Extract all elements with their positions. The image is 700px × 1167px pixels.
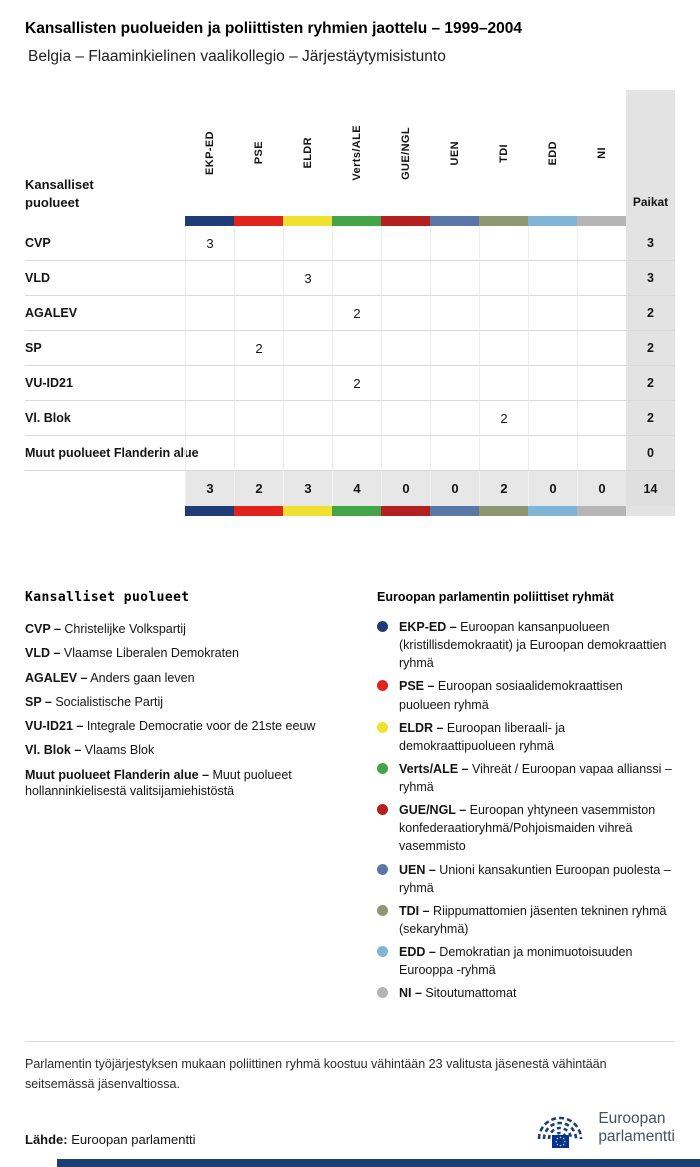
group-legend-code: GUE/NGL – [399, 803, 467, 818]
group-color-dot [377, 987, 388, 998]
seats-cell: 0 [626, 436, 675, 471]
column-header-GUE/NGL [381, 90, 430, 216]
political-groups-legend-title: Euroopan parlamentin poliittiset ryhmät [377, 590, 614, 604]
column-header-label: TDI [497, 143, 510, 163]
column-header-label: NI [595, 147, 608, 159]
seat-cell [332, 226, 381, 261]
bar-row-spacer [25, 506, 185, 516]
group-color-bar-EKP-ED [185, 216, 234, 226]
seats-cell: 3 [626, 261, 675, 296]
group-color-bar-TDI [479, 216, 528, 226]
total-cell: 3 [283, 471, 332, 506]
party-legend-item: VLD – Vlaamse Liberalen Demokraten [25, 646, 240, 661]
seat-cell [234, 436, 283, 471]
source-text: Euroopan parlamentti [71, 1132, 196, 1147]
ep-logo [531, 1105, 675, 1151]
seat-cell [381, 226, 430, 261]
group-legend-code: Verts/ALE – [399, 761, 469, 776]
seat-cell [577, 261, 626, 296]
seat-cell [185, 331, 234, 366]
total-cell: 0 [577, 471, 626, 506]
party-legend-item: AGALEV – Anders gaan leven [25, 670, 195, 685]
seat-cell: 3 [283, 261, 332, 296]
row-header-label: Kansalliset puolueet [25, 176, 94, 210]
column-header-TDI [479, 90, 528, 216]
group-legend-code: PSE – [399, 679, 435, 694]
seat-cell [381, 331, 430, 366]
party-label: CVP [25, 226, 185, 261]
seat-cell [234, 401, 283, 436]
group-color-dot [377, 804, 388, 815]
national-parties-legend-list [25, 621, 375, 799]
group-legend-code: UEN – [399, 862, 436, 877]
ep-logo-text [598, 1110, 675, 1146]
row-header-label-cell [25, 90, 185, 216]
group-legend-item: UEN – Unioni kansakuntien Euroopan puolesta – ryhmä [377, 861, 675, 897]
column-header-label: GUE/NGL [399, 126, 412, 180]
seat-cell [528, 296, 577, 331]
group-color-bar-ELDR [283, 506, 332, 516]
group-legend-item: Verts/ALE – Vihreät / Euroopan vapaa allianssi – ryhmä [377, 760, 675, 796]
seats-cell: 3 [626, 226, 675, 261]
seat-cell [479, 261, 528, 296]
seat-cell [528, 436, 577, 471]
group-legend-item: ELDR – Euroopan liberaali- ja demokraattipuolueen ryhmä [377, 719, 675, 755]
seat-cell [577, 226, 626, 261]
seat-cell [234, 366, 283, 401]
ep-logo-text-line2: parlamentti [598, 1128, 675, 1145]
seat-cell [430, 296, 479, 331]
total-cell: 0 [528, 471, 577, 506]
seat-cell [381, 436, 430, 471]
column-header-label: Verts/ALE [350, 125, 363, 181]
seat-cell [430, 226, 479, 261]
party-legend-name: VU-ID21 – [25, 719, 84, 733]
column-header-NI [577, 90, 626, 216]
seat-cell [528, 261, 577, 296]
seats-bar-cell [626, 506, 675, 516]
ep-hemicycle-icon [531, 1105, 589, 1151]
seat-cell [381, 261, 430, 296]
group-color-bar-EKP-ED [185, 506, 234, 516]
group-color-dot [377, 763, 388, 774]
page-footer [25, 1105, 675, 1151]
group-color-bar-UEN [430, 506, 479, 516]
column-header-label: EKP-ED [203, 131, 216, 175]
party-legend-name: SP – [25, 694, 52, 709]
seat-cell: 2 [332, 366, 381, 401]
footnote: Parlamentin työjärjestyksen mukaan poliittinen ryhmä koostuu vähintään 23 valitusta jäsenestä vähintään seitsemässä jäsenvaltiossa. [25, 1041, 675, 1094]
column-header-label: ELDR [301, 137, 314, 169]
seat-cell [528, 366, 577, 401]
total-cell: 3 [185, 471, 234, 506]
group-legend-item: PSE – Euroopan sosiaalidemokraattisen puolueen ryhmä [377, 677, 675, 713]
seat-cell: 2 [479, 401, 528, 436]
page-subtitle: Belgia – Flaaminkielinen vaalikollegio – Järjestäytymisistunto [28, 48, 446, 65]
seat-cell [283, 226, 332, 261]
party-legend-name: Vl. Blok – [25, 743, 82, 758]
group-color-bar-EDD [528, 216, 577, 226]
group-legend-item: GUE/NGL – Euroopan yhtyneen vasemmiston konfederaatioryhmä/Pohjoismaiden vihreä vasemmisto [377, 801, 675, 855]
party-legend-name: CVP – [25, 622, 61, 636]
seat-cell [577, 331, 626, 366]
group-color-bar-TDI [479, 506, 528, 516]
party-label: VU-ID21 [25, 366, 185, 401]
group-color-bar-NI [577, 216, 626, 226]
group-legend-item: EDD – Demokratian ja monimuotoisuuden Eurooppa -ryhmä [377, 943, 675, 979]
column-header-EKP-ED [185, 90, 234, 216]
seat-cell [430, 331, 479, 366]
party-legend-item: VU-ID21 – Integrale Democratie voor de 21ste eeuw [25, 719, 316, 733]
seat-cell [479, 226, 528, 261]
seat-cell [381, 296, 430, 331]
total-cell: 0 [381, 471, 430, 506]
eu-flag-icon [552, 1135, 569, 1148]
political-groups-legend [375, 590, 675, 1007]
column-header-label: EDD [546, 140, 559, 166]
seat-cell [430, 401, 479, 436]
party-label: VLD [25, 261, 185, 296]
group-color-dot [377, 621, 388, 632]
seat-cell [381, 366, 430, 401]
bar-row-spacer [25, 216, 185, 226]
group-color-bar-GUE/NGL [381, 216, 430, 226]
page-title: Kansallisten puolueiden ja poliittisten ryhmien jaottelu – 1999–2004 [25, 20, 523, 37]
seat-cell [283, 296, 332, 331]
group-legend-code: NI – [399, 986, 422, 1001]
seat-cell [430, 436, 479, 471]
seat-cell [479, 366, 528, 401]
source-line [25, 1132, 196, 1151]
seat-cell [283, 366, 332, 401]
seats-cell: 2 [626, 366, 675, 401]
seat-cell [185, 436, 234, 471]
seat-cell [185, 261, 234, 296]
party-legend-item: Vl. Blok – Vlaams Blok [25, 743, 155, 758]
seat-cell [577, 436, 626, 471]
group-color-bar-Verts/ALE [332, 216, 381, 226]
group-color-bar-PSE [234, 216, 283, 226]
seat-cell [234, 226, 283, 261]
legends-section [25, 590, 675, 1007]
seat-cell [479, 331, 528, 366]
column-header-ELDR [283, 90, 332, 216]
group-legend-item: NI – Sitoutumattomat [377, 984, 675, 1002]
party-label: Muut puolueet Flanderin alue [25, 436, 185, 471]
ep-logo-text-line1: Euroopan [598, 1110, 666, 1128]
column-header-PSE [234, 90, 283, 216]
political-groups-legend-list [377, 618, 675, 1002]
party-label: AGALEV [25, 296, 185, 331]
seats-bar-cell [626, 216, 675, 226]
party-legend-name: VLD – [25, 646, 61, 661]
group-legend-code: TDI – [399, 903, 430, 918]
total-cell: 2 [479, 471, 528, 506]
seat-cell [430, 261, 479, 296]
seat-cell [479, 436, 528, 471]
totals-row-spacer [25, 471, 185, 506]
seat-cell [430, 366, 479, 401]
seat-cell [185, 401, 234, 436]
party-legend-item: CVP – Christelijke Volkspartij [25, 622, 186, 636]
seat-cell [283, 436, 332, 471]
group-color-bar-PSE [234, 506, 283, 516]
seat-cell: 2 [234, 331, 283, 366]
source-label: Lähde: [25, 1132, 68, 1147]
national-parties-legend [25, 590, 375, 1007]
group-legend-code: EKP-ED – [399, 620, 457, 634]
seats-total: 14 [626, 471, 675, 506]
group-color-bar-NI [577, 506, 626, 516]
seat-cell [577, 401, 626, 436]
group-color-dot [377, 722, 388, 733]
seats-cell: 2 [626, 401, 675, 436]
seats-column-label: Paikat [632, 195, 669, 209]
seat-cell [528, 401, 577, 436]
seat-cell [528, 331, 577, 366]
group-color-dot [377, 905, 388, 916]
group-legend-code: EDD – [399, 945, 436, 959]
seat-cell [332, 436, 381, 471]
party-legend-item: Muut puolueet Flanderin alue – Muut puolueet hollanninkielisestä valitsijamiehistöstä [25, 767, 292, 798]
party-label: SP [25, 331, 185, 366]
footer-bar [57, 1159, 700, 1167]
seats-column-header [626, 90, 675, 216]
column-header-EDD [528, 90, 577, 216]
total-cell: 0 [430, 471, 479, 506]
seat-cell [332, 401, 381, 436]
seat-cell: 3 [185, 226, 234, 261]
total-cell: 2 [234, 471, 283, 506]
seat-cell [234, 296, 283, 331]
total-cell: 4 [332, 471, 381, 506]
seat-cell [283, 331, 332, 366]
column-header-UEN [430, 90, 479, 216]
group-color-bar-UEN [430, 216, 479, 226]
group-color-dot [377, 680, 388, 691]
group-color-bar-Verts/ALE [332, 506, 381, 516]
seat-cell [577, 366, 626, 401]
seat-cell [528, 226, 577, 261]
column-header-label: PSE [252, 141, 265, 165]
seat-cell [332, 331, 381, 366]
seat-cell [479, 296, 528, 331]
seat-cell [185, 296, 234, 331]
seat-cell [185, 366, 234, 401]
seat-cell: 2 [332, 296, 381, 331]
group-color-dot [377, 946, 388, 957]
party-label: Vl. Blok [25, 401, 185, 436]
seats-cell: 2 [626, 296, 675, 331]
seat-cell [283, 401, 332, 436]
column-header-label: UEN [448, 140, 461, 166]
group-legend-item: TDI – Riippumattomien jäsenten tekninen ryhmä (sekaryhmä) [377, 902, 675, 938]
seat-cell [381, 401, 430, 436]
group-color-bar-EDD [528, 506, 577, 516]
seat-cell [332, 261, 381, 296]
group-color-dot [377, 864, 388, 875]
group-legend-item: EKP-ED – Euroopan kansanpuolueen (kristillisdemokraatit) ja Euroopan demokraattien ryhmä [377, 618, 675, 672]
party-legend-item: SP – Socialistische Partij [25, 694, 164, 709]
seat-cell [577, 296, 626, 331]
national-parties-legend-title: Kansalliset puolueet [25, 590, 190, 605]
party-legend-name: AGALEV – [25, 670, 88, 685]
group-color-bar-GUE/NGL [381, 506, 430, 516]
seats-table [25, 90, 675, 516]
seats-cell: 2 [626, 331, 675, 366]
group-legend-code: ELDR – [399, 720, 444, 735]
column-header-Verts/ALE [332, 90, 381, 216]
seat-cell [234, 261, 283, 296]
group-color-bar-ELDR [283, 216, 332, 226]
party-legend-name: Muut puolueet Flanderin alue – [25, 767, 210, 782]
